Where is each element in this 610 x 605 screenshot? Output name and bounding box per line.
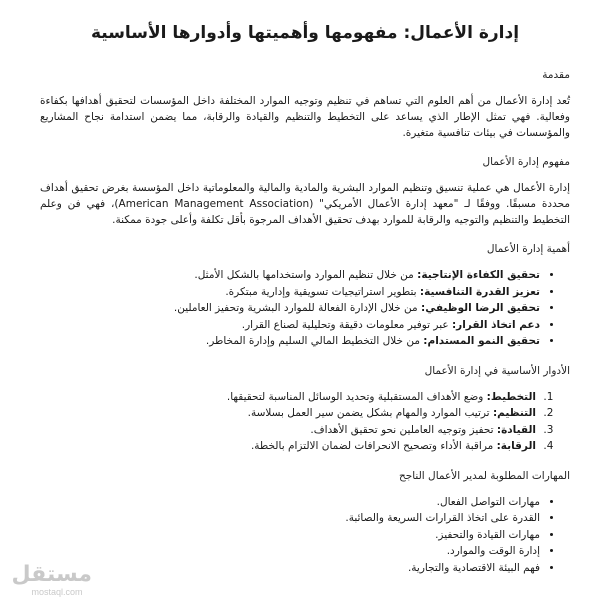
- importance-heading: أهمية إدارة الأعمال: [486, 243, 570, 255]
- item-desc: من خلال تنظيم الموارد واستخدامها بالشكل الأمثل.: [194, 269, 418, 281]
- item-desc: بتطوير استراتيجيات تسويقية وإدارية مبتكرة.: [225, 285, 420, 298]
- item-desc: مراقبة الأداء وتصحيح الانحرافات لضمان الالتزام بالخطة.: [250, 440, 497, 452]
- list-item: [40, 284, 540, 301]
- roles-list: [40, 389, 570, 455]
- item-term: تحقيق الكفاءة الإنتاجية:: [417, 269, 540, 281]
- intro-heading: مقدمة: [542, 69, 570, 81]
- list-item: • مهارات القيادة والتحفيز.: [40, 527, 540, 544]
- concept-heading: مفهوم إدارة الأعمال: [482, 156, 570, 168]
- list-item: • القدرة على اتخاذ القرارات السريعة والصائبة.: [40, 510, 540, 527]
- item-term: تحقيق النمو المستدام:: [423, 335, 540, 347]
- list-item: [40, 317, 540, 334]
- item-desc: من خلال الإدارة الفعالة للموارد البشرية وتحفيز العاملين.: [173, 302, 422, 314]
- document-title: إدارة الأعمال: مفهومها وأهميتها وأدوارها الأساسية: [90, 23, 520, 43]
- importance-list: [40, 267, 570, 350]
- watermark-latin-text: mostaql.com: [31, 587, 83, 597]
- item-desc: ترتيب الموارد والمهام بشكل يضمن سير العمل بسلاسة.: [247, 407, 493, 419]
- watermark-arabic-text: مستقل: [11, 562, 92, 587]
- concept-paragraph: إدارة الأعمال هي عملية تنسيق وتنظيم الموارد البشرية والمادية والمالية والمعلوماتية داخل المؤسسة بغرض تحقيق أهداف محددة مسبقًا. ووفقًا لـ "معهد إدارة الأعمال الأمريكي" (American Management Association)، فهي فن وعلم التخطيط والتنظيم والتوجيه والرقابة للموارد بهدف تحقيق الأهداف المرجوة بأقل تكلفة وأعلى جودة ممكنة.: [40, 182, 570, 226]
- item-term: التنظيم:: [492, 407, 536, 419]
- intro-paragraph: تُعد إدارة الأعمال من أهم العلوم التي تساهم في تنظيم وتوجيه الموارد المختلفة داخل المؤسسات لتحقيق أهدافها بكفاءة وفعالية. فهي تمثل الإطار الذي يساعد على التخطيط والتنظيم والقيادة والرقابة، مما يضمن استدامة نجاح المشاريع والمؤسسات في بيئات تنافسية متغيرة.: [40, 95, 570, 139]
- list-item: [40, 405, 540, 422]
- list-item: • مهارات التواصل الفعال.: [40, 494, 540, 511]
- list-item: [40, 389, 540, 406]
- list-item: [40, 300, 540, 317]
- item-term: الرقابة:: [496, 440, 536, 452]
- item-term: التخطيط:: [486, 390, 536, 403]
- item-term: دعم اتخاذ القرار:: [451, 318, 540, 331]
- list-item: [40, 438, 540, 455]
- item-desc: من خلال التخطيط المالي السليم وإدارة المخاطر.: [205, 335, 424, 347]
- list-item: [40, 333, 540, 350]
- mostaql-watermark: [11, 562, 92, 597]
- list-item: • فهم البيئة الاقتصادية والتجارية.: [40, 560, 540, 577]
- item-term: تحقيق الرضا الوظيفي:: [421, 302, 540, 314]
- item-term: تعزيز القدرة التنافسية:: [419, 285, 540, 298]
- roles-heading: الأدوار الأساسية في إدارة الأعمال: [424, 364, 570, 377]
- skills-list: [40, 494, 570, 577]
- list-item: [40, 422, 540, 439]
- list-item: [40, 267, 540, 284]
- item-term: القيادة:: [496, 423, 536, 436]
- item-desc: تحفيز وتوجيه العاملين نحو تحقيق الأهداف.: [310, 423, 497, 436]
- skills-heading: المهارات المطلوبة لمدير الأعمال الناجح: [398, 469, 570, 482]
- item-desc: عبر توفير معلومات دقيقة وتحليلية لصناع القرار.: [241, 318, 452, 331]
- list-item: • إدارة الوقت والموارد.: [40, 543, 540, 560]
- item-desc: وضع الأهداف المستقبلية وتحديد الوسائل المناسبة لتحقيقها.: [226, 390, 487, 403]
